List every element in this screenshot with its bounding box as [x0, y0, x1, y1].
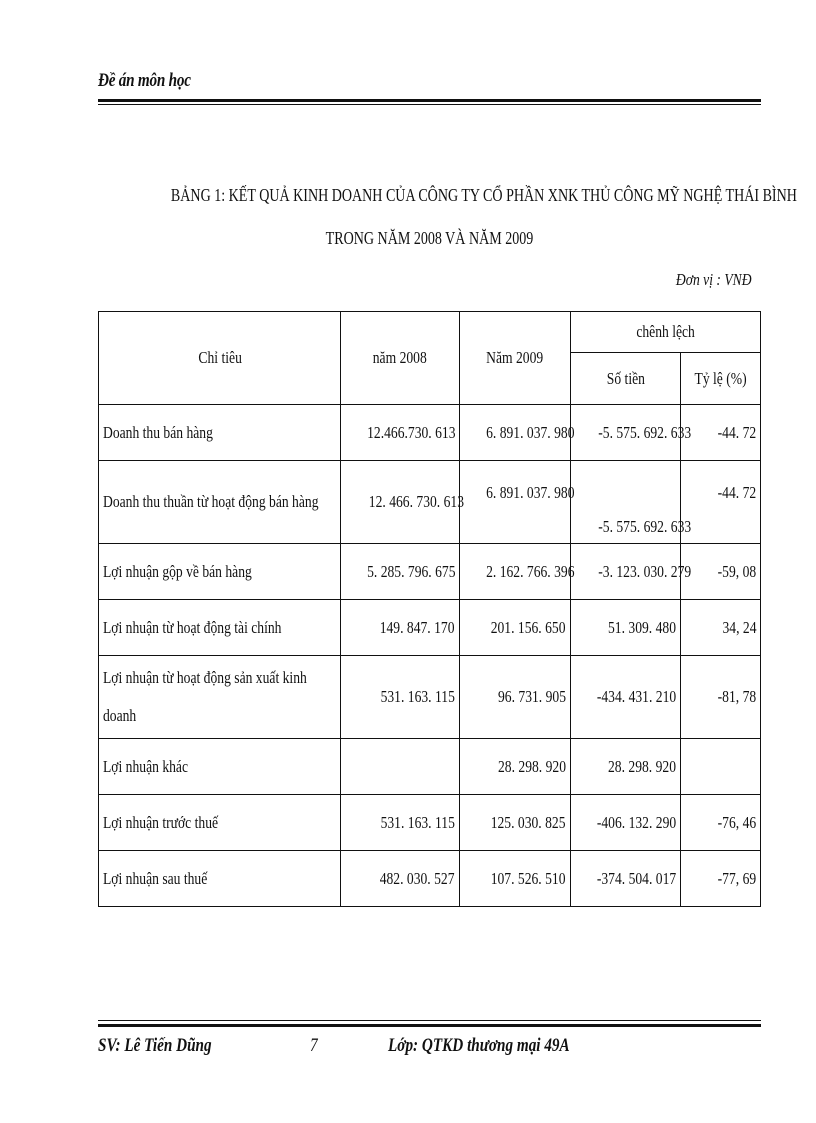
cell-2008: 5. 285. 796. 675	[341, 544, 460, 600]
cell-2008: 12.466.730. 613	[341, 405, 460, 461]
row-label: Lợi nhuận gộp về bán hàng	[99, 544, 341, 600]
footer-rule-thick	[98, 1024, 761, 1027]
table-row	[99, 851, 761, 907]
cell-2009: 96. 731. 905	[459, 656, 570, 739]
cell-ratio: 34, 24	[680, 600, 760, 656]
cell-difference: -5. 575. 692. 633	[570, 461, 680, 544]
cell-2009: 28. 298. 920	[459, 739, 570, 795]
cell-ratio: -59, 08	[680, 544, 760, 600]
header-rule-thick	[98, 99, 761, 102]
header-rule-thin	[98, 104, 761, 105]
cell-2008: 531. 163. 115	[341, 795, 460, 851]
cell-difference: -5. 575. 692. 633	[570, 405, 680, 461]
cell-ratio: -81, 78	[680, 656, 760, 739]
header-amount: Số tiền	[570, 353, 680, 405]
footer-rule-thin	[98, 1020, 761, 1021]
cell-difference: -3. 123. 030. 279	[570, 544, 680, 600]
header-year-2008: năm 2008	[341, 312, 460, 405]
unit-label: Đơn vị : VNĐ	[676, 270, 752, 289]
document-title-line2: TRONG NĂM 2008 VÀ NĂM 2009	[325, 228, 534, 248]
table-row	[99, 461, 761, 544]
cell-ratio	[680, 739, 760, 795]
cell-difference: 28. 298. 920	[570, 739, 680, 795]
header-indicator: Chỉ tiêu	[99, 312, 341, 405]
business-results-table	[98, 311, 761, 907]
header-ratio: Tỷ lệ (%)	[680, 353, 760, 405]
cell-2008: 531. 163. 115	[341, 656, 460, 739]
row-label: Lợi nhuận khác	[99, 739, 341, 795]
row-label: Doanh thu bán hàng	[99, 405, 341, 461]
cell-ratio: -44. 72	[680, 461, 760, 544]
cell-difference: -434. 431. 210	[570, 656, 680, 739]
cell-2009: 6. 891. 037. 980	[459, 405, 570, 461]
table-header-row	[99, 312, 761, 353]
table-row	[99, 544, 761, 600]
table-row	[99, 795, 761, 851]
cell-2008: 12. 466. 730. 613	[341, 461, 460, 544]
cell-2009: 201. 156. 650	[459, 600, 570, 656]
cell-ratio: -76, 46	[680, 795, 760, 851]
cell-2009: 2. 162. 766. 396	[459, 544, 570, 600]
row-label: Lợi nhuận từ hoạt động sản xuất kinh doanh	[99, 656, 341, 739]
footer-class: Lớp: QTKD thương mại 49A	[388, 1035, 570, 1056]
page-number: 7	[310, 1035, 318, 1056]
cell-difference: -406. 132. 290	[570, 795, 680, 851]
table-row	[99, 739, 761, 795]
cell-2009: 107. 526. 510	[459, 851, 570, 907]
cell-2008: 482. 030. 527	[341, 851, 460, 907]
cell-2008: 149. 847. 170	[341, 600, 460, 656]
header-difference: chênh lệch	[570, 312, 760, 353]
document-title-line1: BẢNG 1: KẾT QUẢ KINH DOANH CỦA CÔNG TY CỔ PHẦN XNK THỦ CÔNG MỸ NGHỆ THÁI BÌNH	[170, 185, 797, 205]
row-label: Doanh thu thuần từ hoạt động bán hàng	[99, 461, 341, 544]
header-year-2009: Năm 2009	[459, 312, 570, 405]
row-label: Lợi nhuận sau thuế	[99, 851, 341, 907]
row-label: Lợi nhuận từ hoạt động tài chính	[99, 600, 341, 656]
cell-difference: -374. 504. 017	[570, 851, 680, 907]
table-row	[99, 405, 761, 461]
footer-student: SV: Lê Tiến Dũng	[98, 1035, 212, 1056]
cell-2009: 6. 891. 037. 980	[459, 461, 570, 544]
cell-2009: 125. 030. 825	[459, 795, 570, 851]
cell-difference: 51. 309. 480	[570, 600, 680, 656]
cell-ratio: -77, 69	[680, 851, 760, 907]
cell-2008	[341, 739, 460, 795]
table-row	[99, 600, 761, 656]
table-row	[99, 656, 761, 739]
header-title: Đề án môn học	[98, 70, 191, 91]
cell-ratio: -44. 72	[680, 405, 760, 461]
row-label: Lợi nhuận trước thuế	[99, 795, 341, 851]
